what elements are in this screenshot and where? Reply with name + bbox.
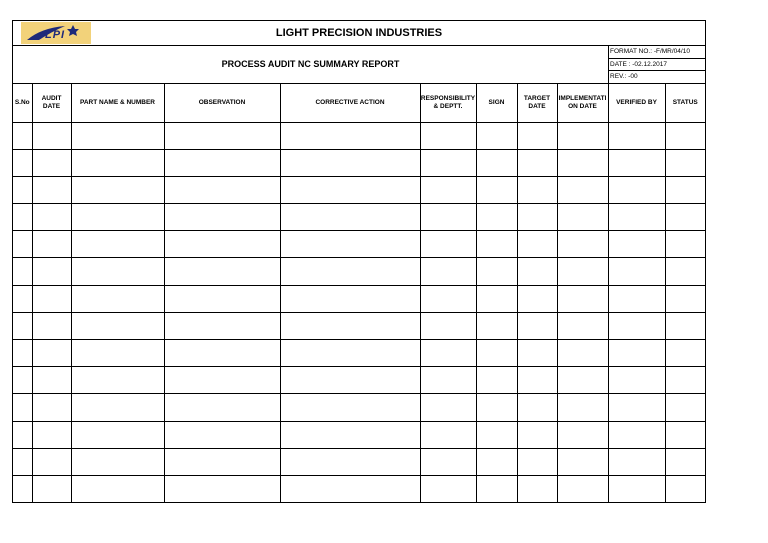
table-cell[interactable] — [164, 149, 280, 176]
table-cell[interactable] — [557, 394, 608, 421]
table-cell[interactable] — [280, 231, 420, 258]
table-row — [13, 448, 705, 475]
col-observation: OBSERVATION — [164, 84, 280, 122]
table-cell[interactable] — [164, 231, 280, 258]
table-cell[interactable] — [71, 176, 164, 203]
table-cell[interactable] — [280, 448, 420, 475]
col-status: STATUS — [665, 84, 705, 122]
table-cell[interactable] — [32, 285, 71, 312]
table-cell[interactable] — [665, 122, 705, 149]
table-cell[interactable] — [557, 258, 608, 285]
table-cell[interactable] — [13, 312, 32, 339]
table-cell[interactable] — [476, 285, 517, 312]
table-cell[interactable] — [608, 122, 665, 149]
table-header-row — [13, 84, 705, 122]
table-cell[interactable] — [608, 204, 665, 231]
table-row — [13, 176, 705, 203]
table-cell[interactable] — [476, 367, 517, 394]
table-cell[interactable] — [476, 394, 517, 421]
table-cell[interactable] — [557, 149, 608, 176]
svg-text:LPI: LPI — [45, 29, 66, 41]
table-cell[interactable] — [280, 122, 420, 149]
table-cell[interactable] — [71, 122, 164, 149]
table-cell[interactable] — [557, 367, 608, 394]
table-cell[interactable] — [32, 258, 71, 285]
table-cell[interactable] — [164, 204, 280, 231]
table-cell[interactable] — [13, 448, 32, 475]
table-cell[interactable] — [476, 176, 517, 203]
table-cell[interactable] — [13, 394, 32, 421]
format-number: FORMAT NO.: -F/MR/04/10 — [610, 48, 690, 55]
table-cell[interactable] — [557, 231, 608, 258]
table-cell[interactable] — [13, 475, 32, 502]
table-cell[interactable] — [280, 340, 420, 367]
col-verified-by: VERIFIED BY — [608, 84, 665, 122]
revision-number: REV.: -00 — [609, 70, 705, 83]
table-cell[interactable] — [32, 394, 71, 421]
table-cell[interactable] — [608, 475, 665, 502]
table-cell[interactable] — [665, 448, 705, 475]
table-cell[interactable] — [476, 258, 517, 285]
table-cell[interactable] — [164, 340, 280, 367]
table-cell[interactable] — [420, 149, 476, 176]
table-cell[interactable] — [164, 448, 280, 475]
table-cell[interactable] — [164, 312, 280, 339]
table-cell[interactable] — [13, 149, 32, 176]
table-cell[interactable] — [164, 421, 280, 448]
table-cell[interactable] — [420, 285, 476, 312]
table-cell[interactable] — [71, 149, 164, 176]
table-cell[interactable] — [164, 176, 280, 203]
table-cell[interactable] — [476, 204, 517, 231]
table-cell[interactable] — [608, 258, 665, 285]
table-cell[interactable] — [608, 367, 665, 394]
table-cell[interactable] — [517, 258, 557, 285]
table-cell[interactable] — [608, 176, 665, 203]
table-cell[interactable] — [32, 176, 71, 203]
table-row — [13, 149, 705, 176]
col-implementation-date: IMPLEMENTATI ON DATE — [557, 84, 608, 122]
table-row — [13, 285, 705, 312]
table-cell[interactable] — [164, 475, 280, 502]
table-cell[interactable] — [32, 231, 71, 258]
table-cell[interactable] — [557, 285, 608, 312]
table-cell[interactable] — [13, 340, 32, 367]
table-cell[interactable] — [476, 122, 517, 149]
document-meta — [608, 46, 705, 83]
table-cell[interactable] — [608, 394, 665, 421]
table-cell[interactable] — [32, 204, 71, 231]
table-cell[interactable] — [71, 475, 164, 502]
table-cell[interactable] — [476, 421, 517, 448]
table-cell[interactable] — [608, 285, 665, 312]
table-cell[interactable] — [420, 312, 476, 339]
table-cell[interactable] — [557, 176, 608, 203]
col-audit-date: AUDIT DATE — [32, 84, 71, 122]
table-cell[interactable] — [13, 122, 32, 149]
report-title: PROCESS AUDIT NC SUMMARY REPORT — [221, 59, 400, 69]
table-cell[interactable] — [71, 394, 164, 421]
audit-report-sheet — [12, 20, 706, 503]
table-cell[interactable] — [71, 340, 164, 367]
table-row — [13, 421, 705, 448]
table-cell[interactable] — [665, 367, 705, 394]
table-cell[interactable] — [164, 394, 280, 421]
report-title-row — [13, 46, 705, 84]
table-cell[interactable] — [13, 204, 32, 231]
table-cell[interactable] — [13, 285, 32, 312]
table-cell[interactable] — [164, 367, 280, 394]
table-cell[interactable] — [420, 231, 476, 258]
table-body — [13, 122, 705, 503]
table-cell[interactable] — [517, 312, 557, 339]
table-cell[interactable] — [517, 394, 557, 421]
table-cell[interactable] — [13, 176, 32, 203]
table-cell[interactable] — [517, 122, 557, 149]
table-cell[interactable] — [557, 204, 608, 231]
table-cell[interactable] — [517, 475, 557, 502]
table-cell[interactable] — [420, 204, 476, 231]
table-cell[interactable] — [665, 475, 705, 502]
table-cell[interactable] — [280, 394, 420, 421]
table-cell[interactable] — [517, 149, 557, 176]
table-cell[interactable] — [164, 285, 280, 312]
table-row — [13, 394, 705, 421]
company-header — [13, 21, 705, 46]
table-cell[interactable] — [71, 204, 164, 231]
table-cell[interactable] — [13, 367, 32, 394]
col-part-name-number: PART NAME & NUMBER — [71, 84, 164, 122]
table-cell[interactable] — [665, 258, 705, 285]
table-cell[interactable] — [420, 394, 476, 421]
table-row — [13, 367, 705, 394]
col-target-date: TARGET DATE — [517, 84, 557, 122]
table-cell[interactable] — [13, 258, 32, 285]
table-row — [13, 204, 705, 231]
table-cell[interactable] — [476, 231, 517, 258]
table-cell[interactable] — [665, 285, 705, 312]
table-cell[interactable] — [476, 149, 517, 176]
table-cell[interactable] — [280, 285, 420, 312]
table-cell[interactable] — [665, 176, 705, 203]
table-cell[interactable] — [71, 231, 164, 258]
table-cell[interactable] — [557, 312, 608, 339]
table-cell[interactable] — [420, 258, 476, 285]
table-cell[interactable] — [164, 258, 280, 285]
table-cell[interactable] — [420, 367, 476, 394]
col-corrective-action: CORRECTIVE ACTION — [280, 84, 420, 122]
table-cell[interactable] — [32, 367, 71, 394]
table-cell[interactable] — [608, 421, 665, 448]
table-cell[interactable] — [557, 122, 608, 149]
table-row — [13, 258, 705, 285]
company-name: LIGHT PRECISION INDUSTRIES — [275, 27, 443, 39]
table-cell[interactable] — [557, 475, 608, 502]
table-cell[interactable] — [665, 312, 705, 339]
table-cell[interactable] — [517, 367, 557, 394]
table-cell[interactable] — [280, 312, 420, 339]
col-sign: SIGN — [476, 84, 517, 122]
table-cell[interactable] — [32, 122, 71, 149]
table-cell[interactable] — [280, 176, 420, 203]
table-cell[interactable] — [71, 367, 164, 394]
table-cell[interactable] — [420, 122, 476, 149]
table-cell[interactable] — [420, 340, 476, 367]
table-cell[interactable] — [280, 204, 420, 231]
table-cell[interactable] — [280, 149, 420, 176]
table-cell[interactable] — [665, 394, 705, 421]
table-cell[interactable] — [557, 421, 608, 448]
table-cell[interactable] — [32, 475, 71, 502]
col-serial-number: S.No — [13, 84, 32, 122]
document-date: DATE : -02.12.2017 — [609, 58, 705, 70]
table-cell[interactable] — [476, 475, 517, 502]
table-cell[interactable] — [517, 176, 557, 203]
table-cell[interactable] — [13, 231, 32, 258]
table-cell[interactable] — [608, 312, 665, 339]
table-row — [13, 475, 705, 502]
table-cell[interactable] — [665, 149, 705, 176]
table-cell[interactable] — [517, 448, 557, 475]
table-row — [13, 340, 705, 367]
table-cell[interactable] — [476, 448, 517, 475]
table-cell[interactable] — [557, 340, 608, 367]
table-cell[interactable] — [517, 231, 557, 258]
nc-summary-table — [13, 84, 705, 503]
table-cell[interactable] — [665, 204, 705, 231]
table-cell[interactable] — [280, 421, 420, 448]
table-cell[interactable] — [517, 340, 557, 367]
table-cell[interactable] — [476, 340, 517, 367]
table-cell[interactable] — [517, 285, 557, 312]
table-cell[interactable] — [608, 231, 665, 258]
table-cell[interactable] — [665, 340, 705, 367]
table-cell[interactable] — [665, 421, 705, 448]
table-cell[interactable] — [517, 204, 557, 231]
table-cell[interactable] — [280, 258, 420, 285]
table-cell[interactable] — [608, 340, 665, 367]
table-cell[interactable] — [476, 312, 517, 339]
table-cell[interactable] — [280, 475, 420, 502]
table-cell[interactable] — [557, 448, 608, 475]
table-cell[interactable] — [32, 448, 71, 475]
table-cell[interactable] — [32, 312, 71, 339]
table-cell[interactable] — [71, 258, 164, 285]
col-responsibility: RESPONSIBILITY & DEPTT. — [420, 84, 476, 122]
table-cell[interactable] — [420, 475, 476, 502]
table-cell[interactable] — [517, 421, 557, 448]
table-cell[interactable] — [13, 421, 32, 448]
table-cell[interactable] — [71, 312, 164, 339]
table-cell[interactable] — [420, 448, 476, 475]
table-row — [13, 312, 705, 339]
table-cell[interactable] — [280, 367, 420, 394]
table-cell[interactable] — [420, 421, 476, 448]
table-cell[interactable] — [164, 122, 280, 149]
table-cell[interactable] — [420, 176, 476, 203]
table-row — [13, 122, 705, 149]
table-cell[interactable] — [608, 149, 665, 176]
table-cell[interactable] — [71, 448, 164, 475]
table-cell[interactable] — [608, 448, 665, 475]
table-cell[interactable] — [71, 421, 164, 448]
table-cell[interactable] — [665, 231, 705, 258]
table-cell[interactable] — [32, 149, 71, 176]
table-row — [13, 231, 705, 258]
table-cell[interactable] — [71, 285, 164, 312]
table-cell[interactable] — [32, 340, 71, 367]
table-cell[interactable] — [32, 421, 71, 448]
